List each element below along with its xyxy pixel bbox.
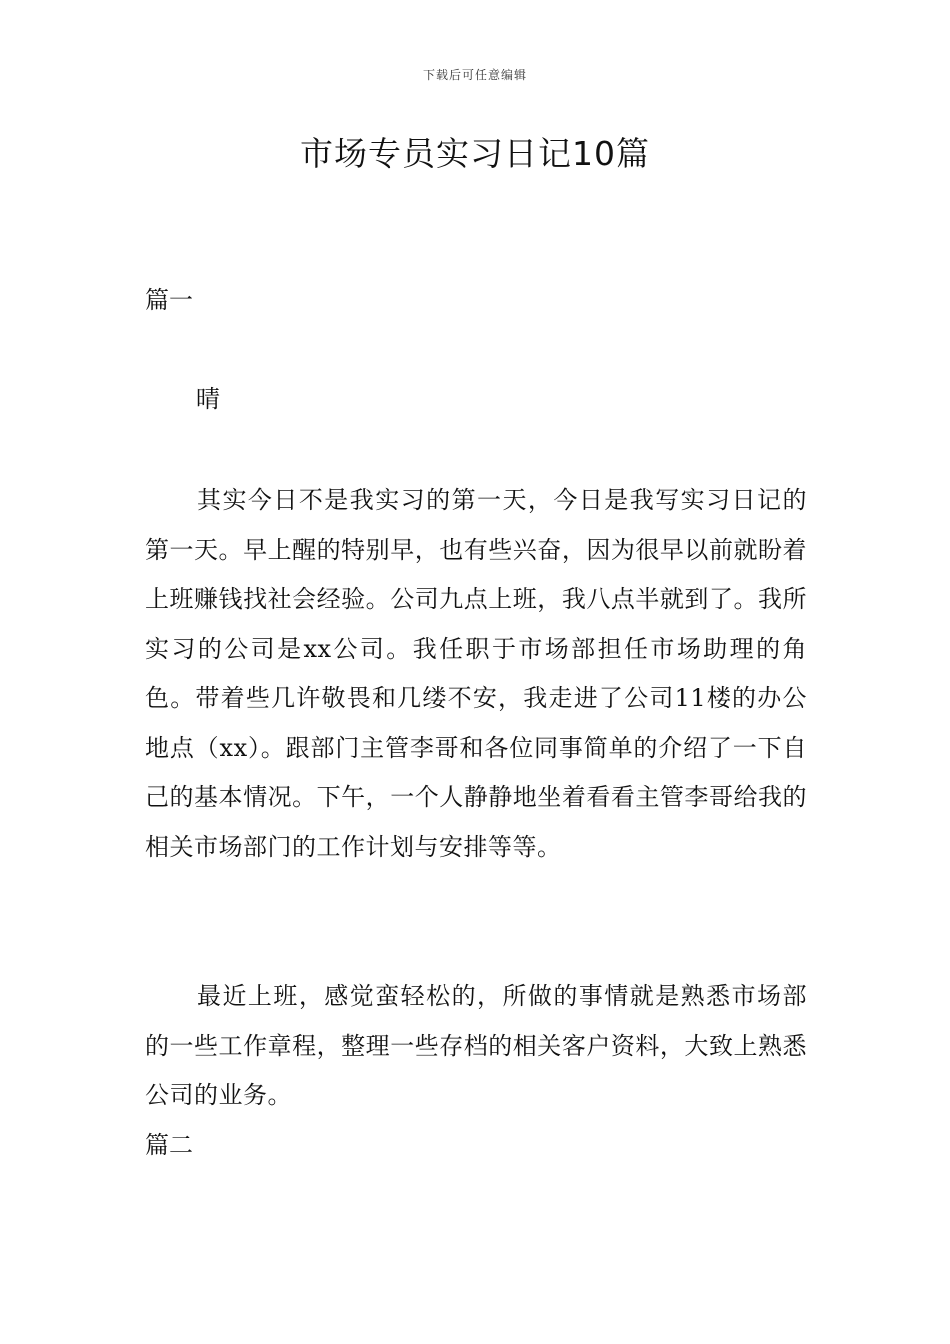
section-heading-two: 篇二	[145, 1131, 193, 1159]
document-title: 市场专员实习日记10篇	[300, 134, 650, 173]
header-note: 下载后可任意编辑	[422, 68, 527, 82]
weather-note: 晴	[196, 385, 220, 413]
body-paragraph-2: 最近上班，感觉蛮轻松的，所做的事情就是熟悉市场部的一些工作章程，整理一些存档的相关客户资料，大致上熟悉公司的业务。	[145, 982, 807, 1109]
body-paragraph-1: 其实今日不是我实习的第一天，今日是我写实习日记的第一天。早上醒的特别早，也有些兴奋，因为很早以前就盼着上班赚钱找社会经验。公司九点上班，我八点半就到了。我所实习的公司是xx公司。我任职于市场部担任市场助理的角色。带着些几许敬畏和几缕不安，我走进了公司11楼的办公地点（xx）。跟部门主管李哥和各位同事简单的介绍了一下自己的基本情况。下午，一个人静静地坐着看看主管李哥给我的相关市场部门的工作计划与安排等等。	[145, 486, 807, 861]
section-heading-one: 篇一	[145, 286, 193, 314]
